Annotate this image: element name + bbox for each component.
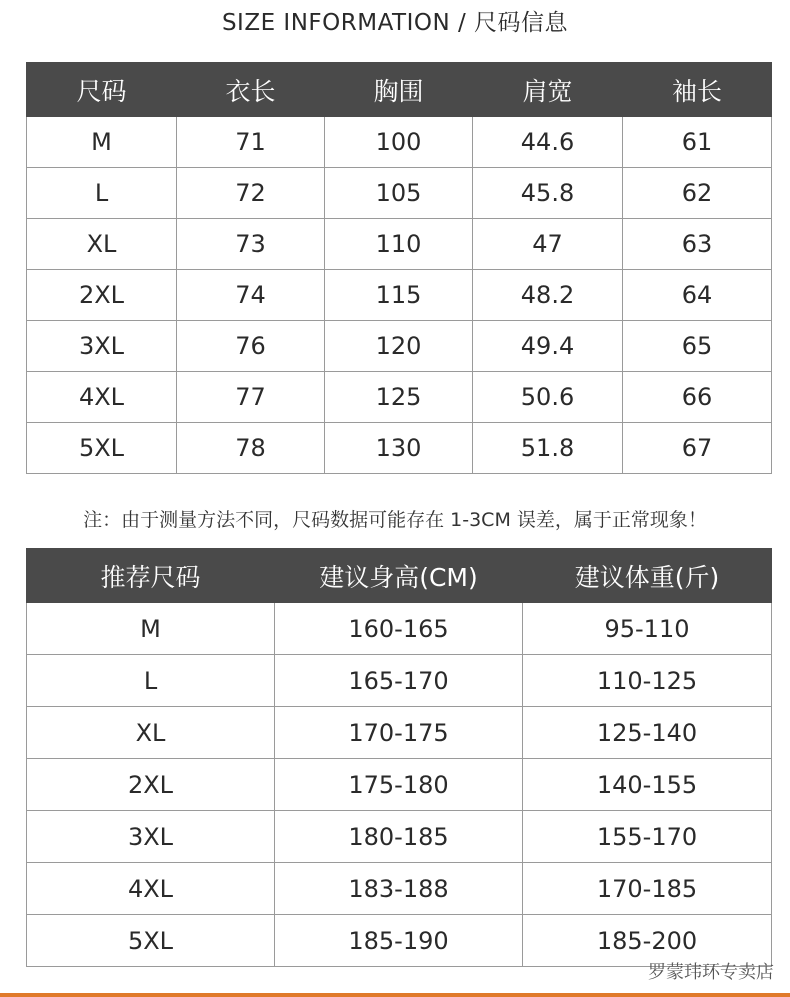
- size-cell: XL: [27, 219, 177, 270]
- table-row: [27, 219, 772, 270]
- length-cell: 77: [177, 372, 325, 423]
- table-row: [27, 117, 772, 168]
- sleeve-cell: 65: [623, 321, 772, 372]
- height-cell: 185-190: [275, 915, 523, 967]
- weight-cell: 140-155: [523, 759, 772, 811]
- size-cell: XL: [27, 707, 275, 759]
- weight-cell: 170-185: [523, 863, 772, 915]
- table-row: [27, 270, 772, 321]
- shoulder-cell: 48.2: [473, 270, 623, 321]
- table-row: [27, 811, 772, 863]
- length-cell: 73: [177, 219, 325, 270]
- length-cell: 76: [177, 321, 325, 372]
- size-cell: 3XL: [27, 811, 275, 863]
- header-length: 衣长: [177, 63, 325, 117]
- size-cell: 5XL: [27, 423, 177, 474]
- header-shoulder: 肩宽: [473, 63, 623, 117]
- table-row: [27, 863, 772, 915]
- size-cell: 4XL: [27, 372, 177, 423]
- chest-cell: 110: [325, 219, 473, 270]
- shoulder-cell: 51.8: [473, 423, 623, 474]
- shoulder-cell: 45.8: [473, 168, 623, 219]
- height-cell: 183-188: [275, 863, 523, 915]
- table-row: [27, 603, 772, 655]
- size-cell: 5XL: [27, 915, 275, 967]
- size-cell: L: [27, 168, 177, 219]
- sleeve-cell: 67: [623, 423, 772, 474]
- height-cell: 170-175: [275, 707, 523, 759]
- table-row: [27, 759, 772, 811]
- table-row: [27, 168, 772, 219]
- weight-cell: 95-110: [523, 603, 772, 655]
- table-row: [27, 707, 772, 759]
- store-watermark: 罗蒙玮环专卖店: [648, 962, 774, 983]
- shoulder-cell: 44.6: [473, 117, 623, 168]
- size-cell: M: [27, 117, 177, 168]
- length-cell: 74: [177, 270, 325, 321]
- height-cell: 165-170: [275, 655, 523, 707]
- chest-cell: 120: [325, 321, 473, 372]
- weight-cell: 185-200: [523, 915, 772, 967]
- chest-cell: 125: [325, 372, 473, 423]
- header-size: 尺码: [27, 63, 177, 117]
- measurement-note: 注：由于测量方法不同，尺码数据可能存在 1-3CM 误差，属于正常现象！: [83, 509, 707, 531]
- chest-cell: 130: [325, 423, 473, 474]
- header-weight: 建议体重(斤): [523, 549, 772, 603]
- size-table-header-row: [27, 63, 772, 117]
- size-table: [26, 62, 772, 474]
- sleeve-cell: 63: [623, 219, 772, 270]
- recommend-table-header-row: [27, 549, 772, 603]
- sleeve-cell: 66: [623, 372, 772, 423]
- bottom-accent-bar: [0, 993, 790, 997]
- table-row: [27, 655, 772, 707]
- length-cell: 72: [177, 168, 325, 219]
- weight-cell: 110-125: [523, 655, 772, 707]
- size-cell: 2XL: [27, 759, 275, 811]
- header-height: 建议身高(CM): [275, 549, 523, 603]
- size-cell: 2XL: [27, 270, 177, 321]
- header-recommended-size: 推荐尺码: [27, 549, 275, 603]
- length-cell: 71: [177, 117, 325, 168]
- weight-cell: 125-140: [523, 707, 772, 759]
- recommend-table: [26, 548, 772, 967]
- weight-cell: 155-170: [523, 811, 772, 863]
- shoulder-cell: 49.4: [473, 321, 623, 372]
- length-cell: 78: [177, 423, 325, 474]
- page-title: SIZE INFORMATION / 尺码信息: [221, 10, 569, 36]
- chest-cell: 105: [325, 168, 473, 219]
- table-row: [27, 372, 772, 423]
- size-cell: L: [27, 655, 275, 707]
- sleeve-cell: 61: [623, 117, 772, 168]
- height-cell: 175-180: [275, 759, 523, 811]
- size-cell: M: [27, 603, 275, 655]
- chest-cell: 100: [325, 117, 473, 168]
- table-row: [27, 423, 772, 474]
- height-cell: 180-185: [275, 811, 523, 863]
- chest-cell: 115: [325, 270, 473, 321]
- sleeve-cell: 62: [623, 168, 772, 219]
- size-cell: 4XL: [27, 863, 275, 915]
- header-chest: 胸围: [325, 63, 473, 117]
- header-sleeve: 袖长: [623, 63, 772, 117]
- sleeve-cell: 64: [623, 270, 772, 321]
- height-cell: 160-165: [275, 603, 523, 655]
- size-cell: 3XL: [27, 321, 177, 372]
- shoulder-cell: 50.6: [473, 372, 623, 423]
- table-row: [27, 321, 772, 372]
- shoulder-cell: 47: [473, 219, 623, 270]
